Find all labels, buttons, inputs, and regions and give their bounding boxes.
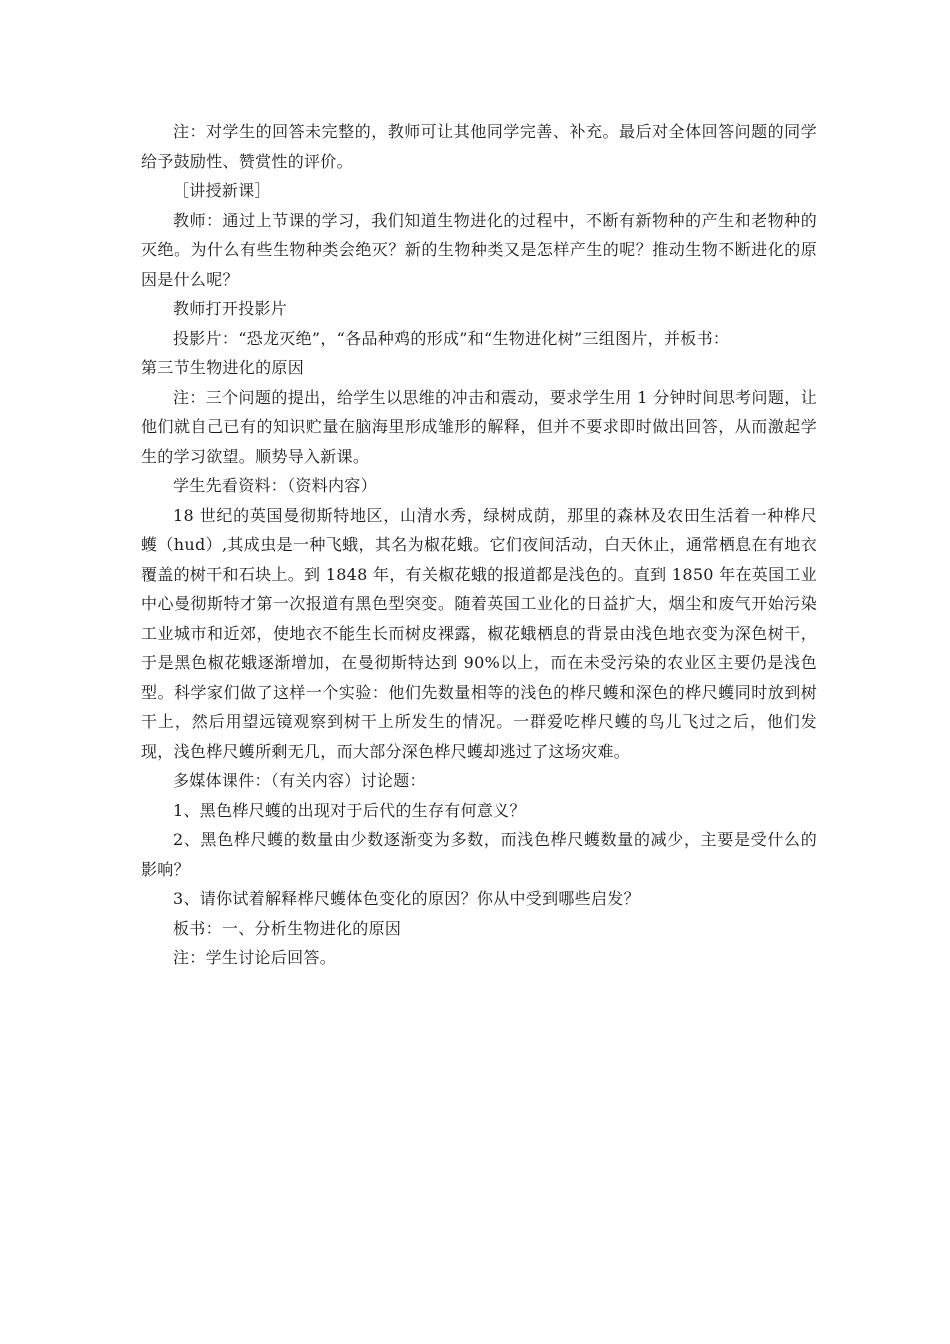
- multimedia-discussion-line: 多媒体课件：（有关内容）讨论题：: [173, 771, 426, 790]
- teacher-intro-paragraph: 教师：通过上节课的学习，我们知道生物进化的过程中，不断有新物种的产生和老物种的灭绝。为什么有些生物种类会绝灭？新的生物种类又是怎样产生的呢？推动生物不断进化的原因是什么呢？: [141, 210, 817, 289]
- blackboard-line: 板书：一、分析生物进化的原因: [173, 918, 402, 938]
- note-paragraph-1: 注：对学生的回答未完整的，教师可让其他同学完善、补充。最后对全体回答问题的同学给予鼓励性、赞赏性的评价。: [141, 122, 817, 171]
- document-page: [141, 117, 817, 973]
- note-paragraph-3: 注：学生讨论后回答。: [173, 948, 337, 967]
- material-content-paragraph: 18 世纪的英国曼彻斯特地区，山清水秀，绿树成荫，那里的森林及农田生活着一种桦尺蠖（hud）,其成虫是一种飞蛾，其名为椒花蛾。它们夜间活动，白天休止，通常栖息在有地衣覆盖的树干和石块上。到 1848 年，有关椒花蛾的报道都是浅色的。直到 1850 年在英国工业中心曼彻斯特才第一次报道有黑色型突变。随着英国工业化的日益扩大，烟尘和废气开始污染工业城市和近郊，使地衣不能生长而树皮裸露，椒花蛾栖息的背景由浅色地衣变为深色树干，于是黑色椒花蛾逐渐增加，在曼彻斯特达到 90%以上，而在未受污染的农业区主要仍是浅色型。科学家们做了这样一个实验：他们先数量相等的浅色的桦尺蠖和深色的桦尺蠖同时放到树干上，然后用望远镜观察到树干上所发生的情况。一群爱吃桦尺蠖的鸟儿飞过之后，他们发现，浅色桦尺蠖所剩无几，而大部分深色桦尺蠖却逃过了这场灾难。: [141, 505, 817, 761]
- section-heading-new-lesson: ［讲授新课］: [173, 181, 271, 200]
- teacher-projector-line: 教师打开投影片: [173, 299, 288, 318]
- student-material-line: 学生先看资料：（资料内容）: [173, 476, 377, 495]
- section-title: 第三节生物进化的原因: [141, 358, 305, 377]
- note-paragraph-2: 注：三个问题的提出，给学生以思维的冲击和震动，要求学生用 1 分钟时间思考问题，让他们就自己已有的知识贮量在脑海里形成雏形的解释，但并不要求即时做出回答，从而激起学生的学习欲望。顺势导入新课。: [141, 387, 817, 466]
- discussion-question-2: 2、黑色桦尺蠖的数量由少数逐渐变为多数，而浅色桦尺蠖数量的减少，主要是受什么的影响？: [141, 830, 817, 879]
- discussion-question-3: 3、请你试着解释桦尺蠖体色变化的原因？你从中受到哪些启发？: [173, 889, 640, 908]
- discussion-question-1: 1、黑色桦尺蠖的出现对于后代的生存有何意义？: [173, 800, 526, 820]
- projector-slide-line: 投影片：“恐龙灭绝”，“各品种鸡的形成”和“生物进化树”三组图片，并板书：: [173, 328, 730, 348]
